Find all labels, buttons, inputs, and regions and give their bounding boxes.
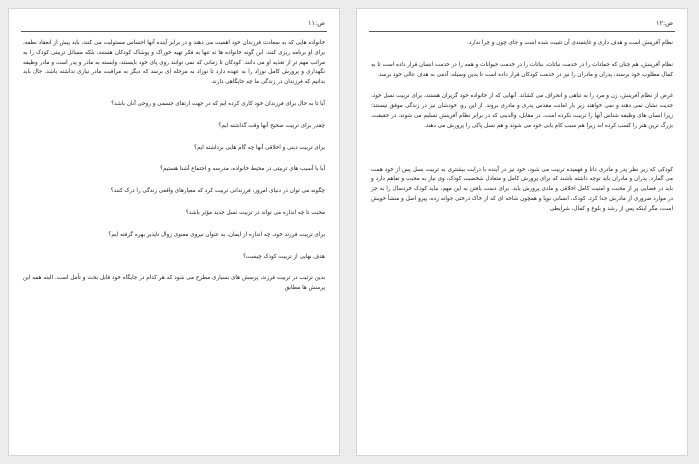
paragraph: کودکی که زیر نظر پدر و مادری دانا و فهمیده تربیت می شود، خود نیز در آینده با درایت بیشتری به تربیت نسل پس از خود همت می گمارد. پدران و مادران باید توجه داشته باشند که برای پرورش کامل و متعادل شخصیت کودک، وی نیاز به محبت و تفاهم دارد و باید در فضایی پر از محبت و امنیت کامل اخلاقی و مادی پرورش یابد. برای دست یافتن به این مهم، نباید کودک خردسال را به جز در موارد ضروری از مادرش جدا کرد. کودک، انسانی نوپا و همچون شاخه ای که از خاک درختی جوانه زده، پیرو اصل و منشأ خویش است، مگر اینکه پس از رشد و بلوغ و کمال، شرایطی [371,166,673,212]
question: چگونه می توان در دنیای امروز، فرزندانی تربیت کرد که معیارهای واقعی زندگی را درک کنند؟ [110,188,325,195]
question: محبت تا چه اندازه می تواند در تربیت نسل جدید مؤثر باشد؟ [185,209,325,216]
question: آیا با آسیب های تربیتی در محیط خانواده، مدرسه و اجتماع آشنا هستیم؟ [160,166,325,173]
question: هدف نهایی از تربیت کودک چیست؟ [243,253,325,260]
page-body [23,39,325,294]
page-11 [8,8,340,456]
paragraph: نظام آفرینش، هم چنان که جمادات را در خدمت نباتات، نباتات را در خدمت حیوانات و همه را در خدمت انسان قرار داده است تا به کمال مطلوب خود برسند، پدران و مادران را نیز در خدمت کودکان قرار داده است تا بدین وسیله، آدمی به هدف عالی خود برسد. [371,61,673,78]
paragraph: خانواده هایی که به سعادت فرزندان خود اهمیت می دهند و در برابر آینده آنها احساس مسئولیت می کنند، باید پیش از انعقاد نطفه، برای او برنامه ریزی کنند. این گونه خانواده ها نه تنها به فکر تهیه خوراک و پوشاک کودکان هستند، بلکه مسائل تربیتی کودک را به مراتب مهم تر از تغذیه او می دانند. کودکان تا زمانی که نمی توانند روی پای خود بایستند، وابسته به مادر و پدر است و مادر وظیفه نگهداری و پرورش کامل نوزاد را به عهده دارد تا نوزاد به مرحله ای برسد که دیگر به مراقبت مادر نیازی نداشته باشد. حال باید بدانیم که فرزندان در زندگی ما چه جایگاهی دارند. [23,40,325,86]
question: برای تربیت دینی و اخلاقی آنها چه گام هایی برداشته ایم؟ [194,144,325,151]
paragraph: بدین ترتیب در تربیت فرزند، پرسش های بسیاری مطرح می شود که هر کدام در جایگاه خود قابل بحث و تأمل است. البته همه این پرسش ها مطابق [23,275,325,292]
question: آیا تا به حال برای فرزندان خود کاری کرده ایم که در جهت ارتقای جسمی و روحی آنان باشد؟ [111,100,325,107]
header-rule [21,31,327,32]
paragraph: نظام آفرینش است و هدف داری و غایتمندی آن تثبیت شده است و جای چون و چرا ندارد. [467,40,673,46]
question: چقدر برای تربیت صحیح آنها وقت گذاشته ایم؟ [218,122,325,129]
header-rule [369,31,675,32]
page-number: ص:۱۲ [655,19,673,27]
paragraph: غرض از نظام آفرینش، زن و مرد را به تباهی و انحراف می کشاند. آنهایی که از خانواده خود گریزان هستند، برای تربیت نسل خود، جدیت نشان نمی دهند و نمی خواهند زیر بار امانت مقدس پدری و مادری بروند. از این رو، خودشان نیز در زندگی موفق نیستند؛ زیرا انسان های وظیفه شناس آنها را تربیت نکرده است. در مقابل، والدینی که در برابر نظام آفرینش تسلیم می شوند، در حقیقت، بزرگ ترین هنر را کسب کرده اند زیرا هم سبب کام یابی خود می شوند و هم نسل پاکی را پرورش می دهند. [371,93,673,129]
question: برای تربیت فرزند خود، چه اندازه از ایمان، به عنوان نیروی معنوی زوال ناپذیر بهره گرفته ایم؟ [108,231,325,238]
page-number: ص:۱۱ [307,19,325,27]
page-body [371,39,673,215]
page-12 [356,8,688,456]
